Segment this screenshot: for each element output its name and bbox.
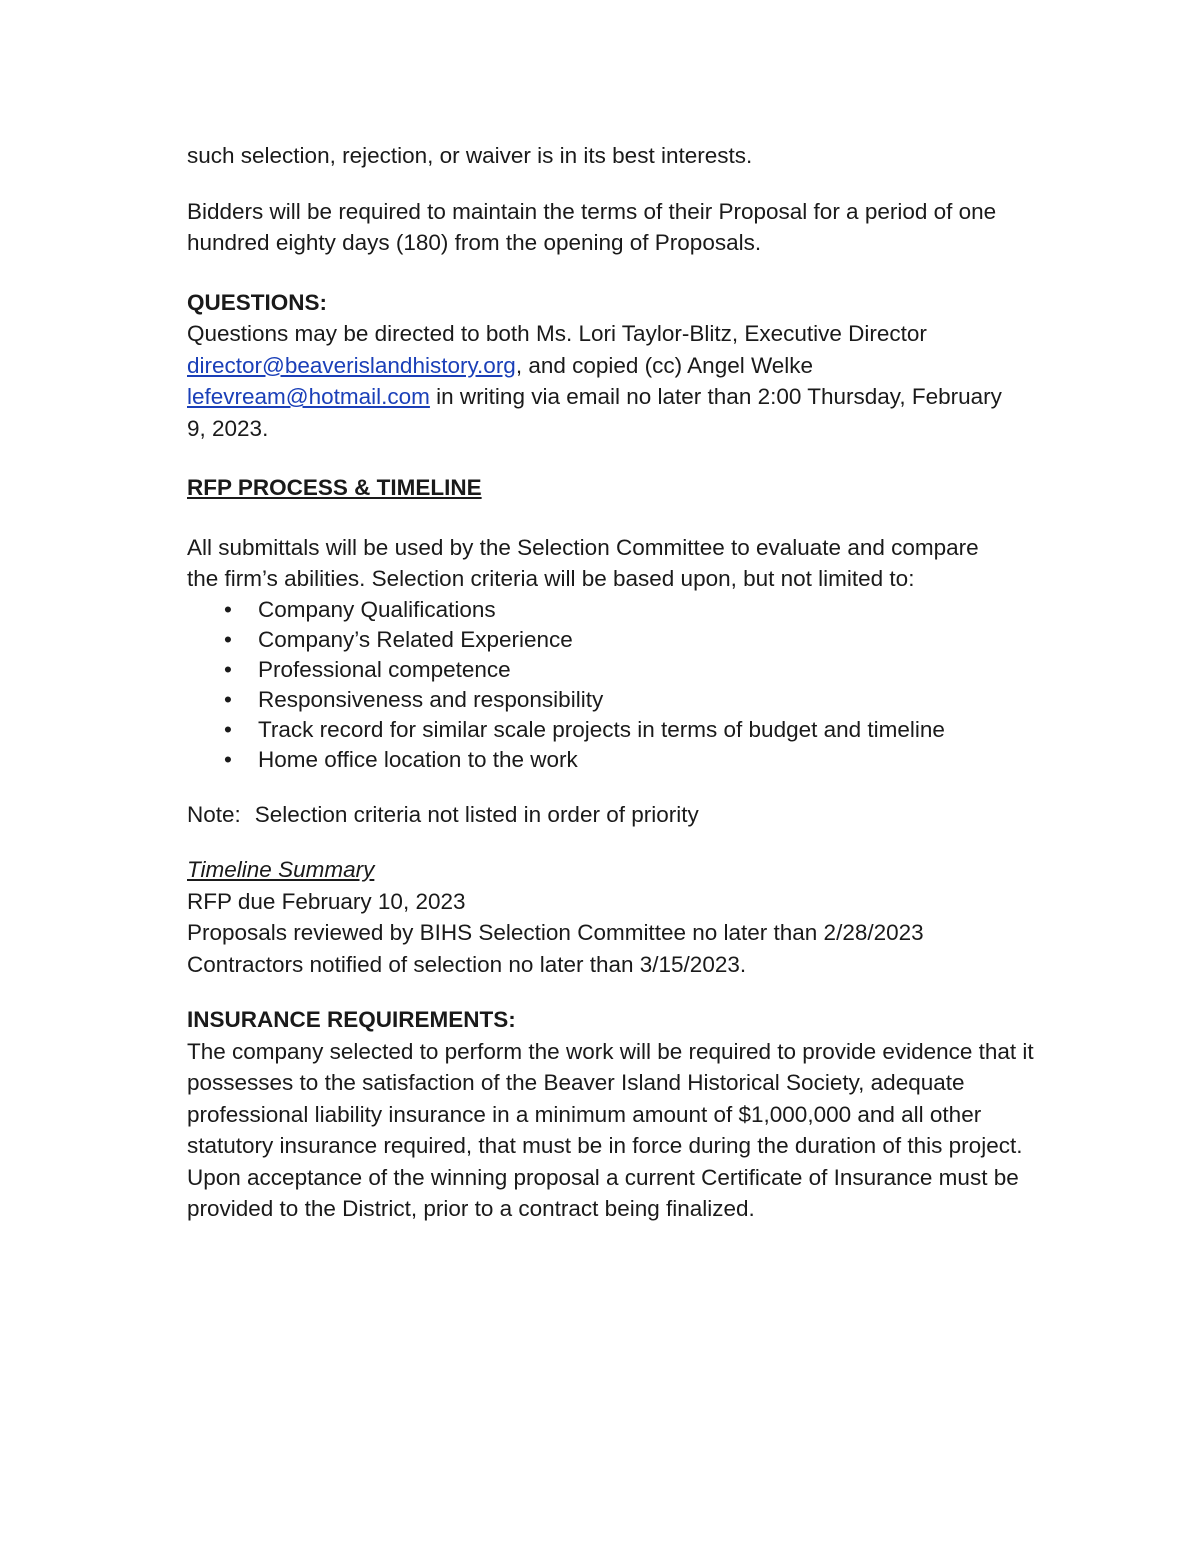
questions-text-before: Questions may be directed to both Ms. Lori Taylor-Blitz, Executive Director	[187, 321, 927, 346]
criteria-text: Company’s Related Experience	[258, 626, 573, 652]
list-item	[187, 745, 1067, 775]
criteria-text: Track record for similar scale projects in terms of budget and timeline	[258, 716, 945, 742]
insurance-paragraph: The company selected to perform the work will be required to provide evidence that it possesses to the satisfaction of the Beaver Island Historical Society, adequate professional liability insurance in a minimum amount of $1,000,000 and all other statutory insurance required, that must be in force during the duration of this project. Upon acceptance of the winning proposal a current Certificate of Insurance must be provided to the District, prior to a contract being finalized.	[187, 1038, 1034, 1221]
insurance-heading: INSURANCE REQUIREMENTS:	[187, 1007, 516, 1032]
criteria-text: Home office location to the work	[258, 746, 578, 772]
list-item	[187, 595, 1067, 625]
list-item	[187, 685, 1067, 715]
bullet-icon: •	[224, 626, 232, 652]
note-text: Selection criteria not listed in order of priority	[254, 801, 699, 827]
criteria-text: Responsiveness and responsibility	[258, 686, 604, 712]
questions-paragraph	[187, 318, 1017, 444]
timeline-item: Proposals reviewed by BIHS Selection Committee no later than 2/28/2023	[187, 920, 924, 945]
rfp-intro-paragraph: All submittals will be used by the Selection Committee to evaluate and compare the firm’s abilities. Selection criteria will be based upon, but not limited to:	[187, 534, 979, 591]
note-paragraph	[187, 799, 1067, 831]
bidders-paragraph: Bidders will be required to maintain the terms of their Proposal for a period of one hundred eighty days (180) from the opening of Proposals.	[187, 198, 997, 255]
list-item	[187, 625, 1067, 655]
timeline-item: RFP due February 10, 2023	[187, 888, 466, 914]
criteria-text: Company Qualifications	[258, 596, 496, 622]
director-email-link[interactable]: director@beaverislandhistory.org	[187, 352, 516, 378]
questions-text-middle: , and copied (cc) Angel Welke	[515, 352, 814, 378]
bullet-icon: •	[224, 746, 232, 772]
questions-heading: QUESTIONS:	[187, 289, 328, 315]
document-page	[187, 140, 1067, 1225]
criteria-text: Professional competence	[258, 656, 511, 682]
rfp-heading: RFP PROCESS & TIMELINE	[187, 475, 482, 500]
bullet-icon: •	[224, 596, 232, 622]
timeline-item: Contractors notified of selection no later than 3/15/2023.	[187, 951, 747, 977]
selection-criteria-list	[187, 595, 1067, 775]
questions-text-after: in writing via email no later than 2:00 Thursday, February 9, 2023.	[187, 384, 1002, 441]
bullet-icon: •	[224, 716, 232, 742]
list-item	[187, 655, 1067, 685]
bullet-icon: •	[224, 656, 232, 682]
intro-continuation: such selection, rejection, or waiver is in its best interests.	[187, 143, 753, 168]
bullet-icon: •	[224, 686, 232, 712]
note-label: Note:	[187, 801, 241, 827]
timeline-heading: Timeline Summary	[187, 857, 375, 882]
welke-email-link[interactable]: lefevream@hotmail.com	[187, 384, 430, 409]
list-item	[187, 715, 1067, 745]
